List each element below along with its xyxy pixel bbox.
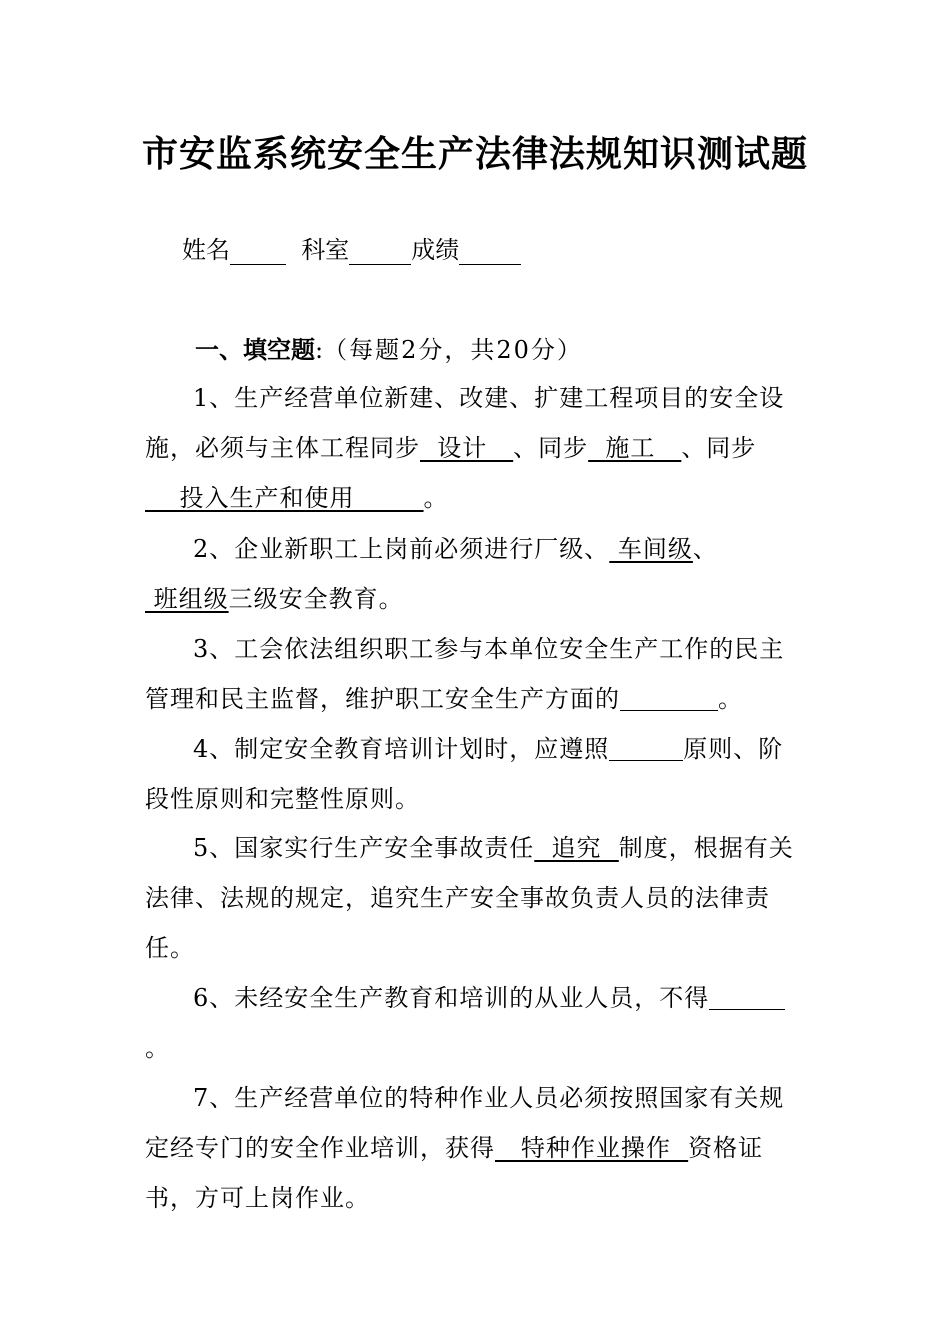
page-title: 市安监系统安全生产法律法规知识测试题	[141, 133, 808, 175]
info-line	[182, 230, 521, 265]
question-1	[145, 373, 797, 523]
question-3	[145, 624, 797, 724]
q2-text-2: 、	[692, 535, 718, 563]
q3-blank[interactable]	[620, 682, 718, 711]
q5-text-2: 制度，根据有关法律、法规的规定，追究生产安全事故负责人员的法律责任。	[145, 834, 794, 962]
q6-text-2: 。	[145, 1034, 170, 1062]
q5-answer-1: 追究	[534, 834, 619, 862]
section-title: 一、填空题	[195, 335, 315, 364]
q1-answer-2: 施工	[588, 434, 682, 462]
q3-text-2: 。	[718, 685, 743, 713]
score-label: 成绩	[411, 236, 460, 264]
name-label: 姓名	[182, 236, 230, 264]
q1-text-1: 1、生产经营单位新建、改建、扩建工程项目的安全设施，必须与主体工程同步	[145, 384, 785, 462]
q1-text-4: 。	[423, 484, 449, 512]
q6-blank[interactable]	[709, 981, 785, 1010]
q5-text-1: 5、国家实行生产安全事故责任	[193, 834, 535, 862]
question-5	[145, 823, 797, 973]
section-heading	[195, 330, 583, 365]
score-blank[interactable]	[459, 238, 521, 265]
q1-answer-1: 设计	[420, 434, 514, 462]
q1-answer-3: 投入生产和使用	[145, 484, 424, 512]
q2-text-1: 2、企业新职工上岗前必须进行厂级、	[193, 535, 610, 563]
q4-text-1: 4、制定安全教育培训计划时，应遵照	[193, 735, 610, 763]
q7-text-2: 资格证书，方可上岗作业。	[145, 1134, 764, 1212]
q4-blank[interactable]	[609, 732, 683, 761]
q2-answer-1: 车间级	[609, 535, 693, 563]
q2-text-3: 三级安全教育。	[228, 585, 404, 613]
question-2	[145, 524, 797, 624]
q4-text-2: 原则、阶段性原则和完整性原则。	[145, 735, 784, 813]
q1-text-3: 、同步	[681, 434, 757, 462]
q3-text-1: 3、工会依法组织职工参与本单位安全生产工作的民主管理和民主监督，维护职工安全生产方面的	[145, 635, 785, 713]
dept-label: 科室	[301, 236, 350, 264]
question-6	[145, 973, 797, 1073]
section-colon: :	[315, 336, 324, 364]
q1-text-2: 、同步	[513, 434, 589, 462]
q7-answer-1: 特种作业操作	[495, 1134, 689, 1162]
section-note: （每题2分，共20分）	[323, 336, 583, 364]
name-blank[interactable]	[230, 238, 286, 265]
q2-answer-2: 班组级	[145, 585, 229, 613]
q7-text-1: 7、生产经营单位的特种作业人员必须按照国家有关规定经专门的安全作业培训，获得	[145, 1084, 785, 1162]
question-7	[145, 1073, 797, 1223]
question-4	[145, 724, 797, 824]
dept-blank[interactable]	[349, 238, 411, 265]
q6-text-1: 6、未经安全生产教育和培训的从业人员，不得	[193, 984, 710, 1012]
